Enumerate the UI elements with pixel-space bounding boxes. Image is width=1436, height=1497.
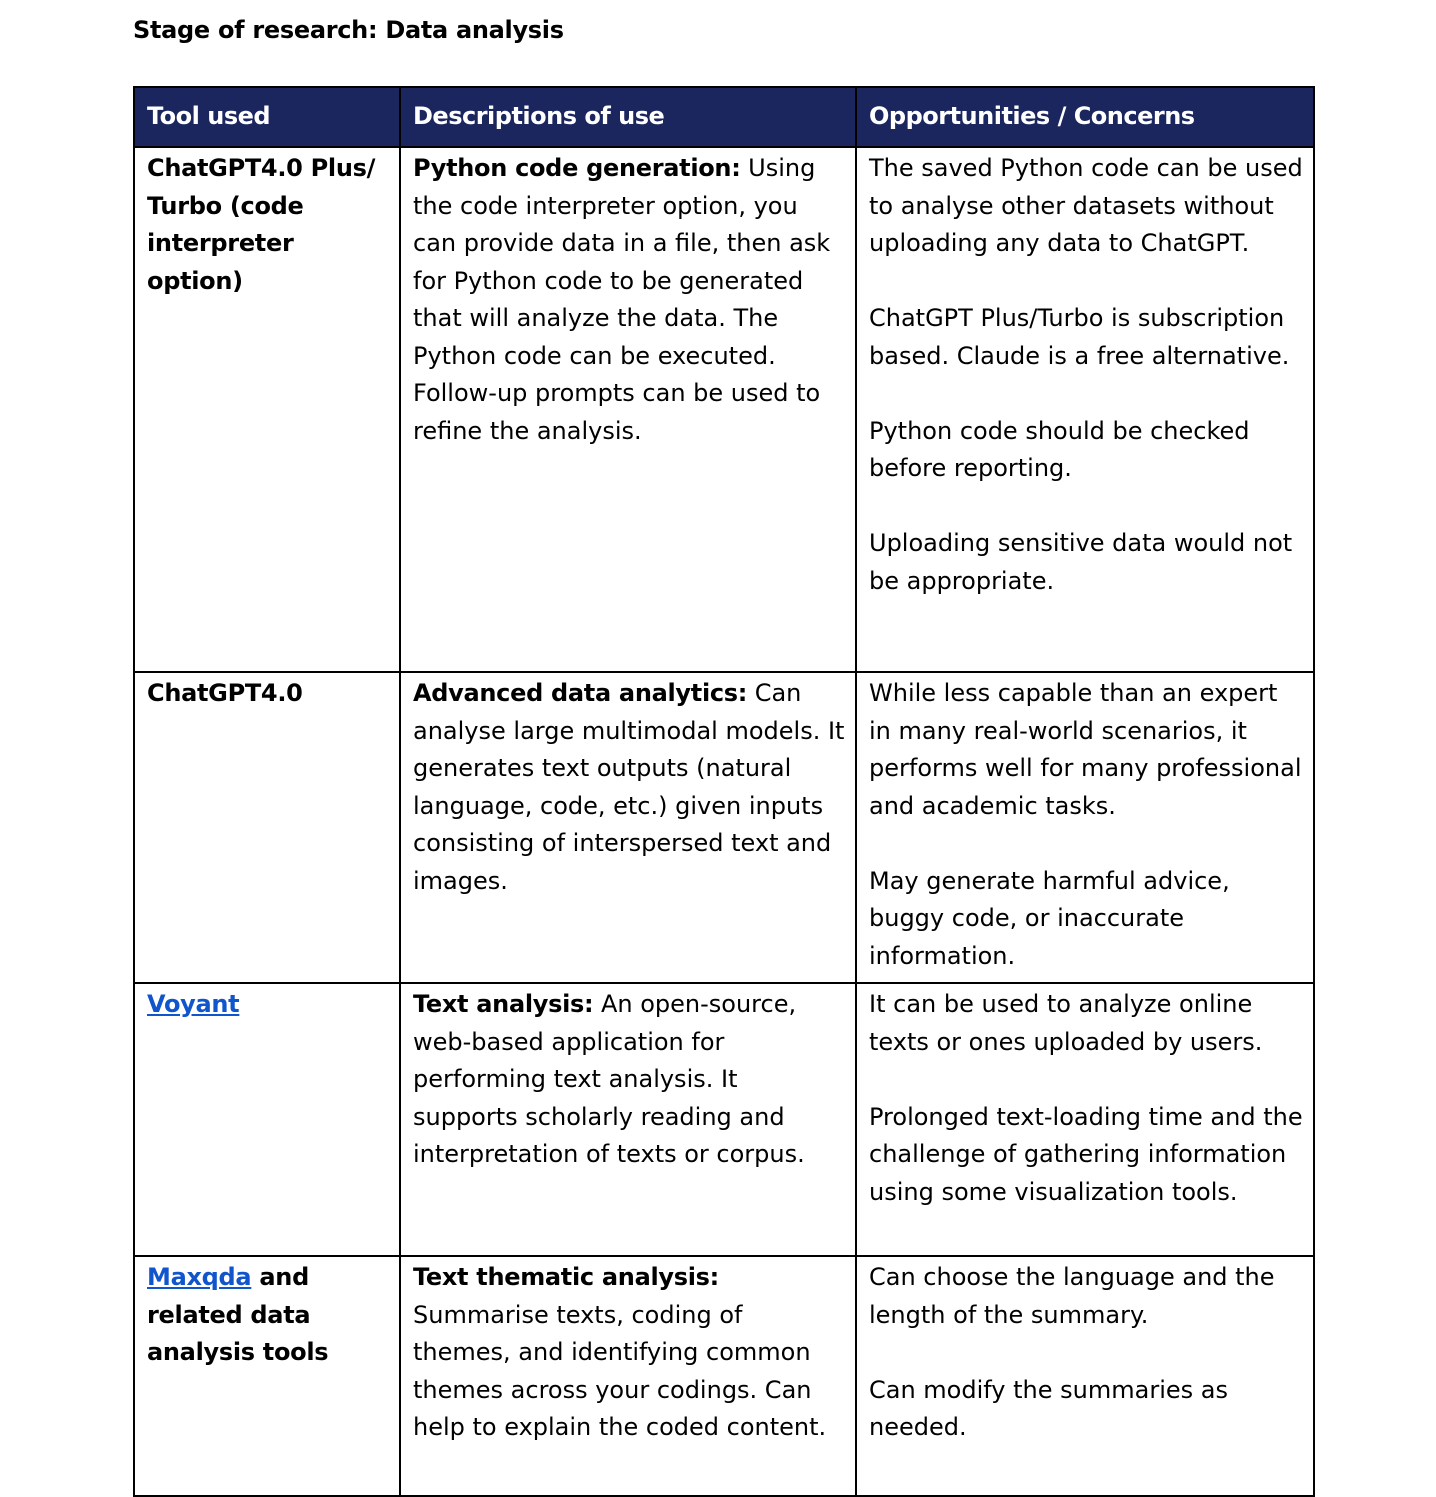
tool-name: ChatGPT4.0 Plus/ Turbo (code interpreter option) <box>147 154 376 295</box>
description-text: Can analyse large multimodal models. It generates text outputs (natural language, code, etc.) given inputs consisting of interspersed text and images. <box>413 679 845 895</box>
description-text: Using the code interpreter option, you can provide data in a file, then ask for Python code to be generated that will analyze the data. The Python code can be executed. Follow-up prompts can be used to refine the analysis. <box>413 154 831 445</box>
tool-cell <box>134 672 400 983</box>
notes-cell <box>856 1256 1314 1496</box>
table-row <box>134 672 1314 983</box>
header-descriptions-of-use: Descriptions of use <box>400 87 856 147</box>
description-text: An open-source, web-based application for performing text analysis. It supports scholarly reading and interpretation of texts or corpus. <box>413 990 805 1168</box>
tool-cell <box>134 983 400 1256</box>
note-paragraph: The saved Python code can be used to analyse other datasets without uploading any data to ChatGPT. <box>869 154 1303 257</box>
note-paragraph: While less capable than an expert in many real-world scenarios, it performs well for many professional and academic tasks. <box>869 679 1302 820</box>
notes-cell <box>856 983 1314 1256</box>
tool-cell <box>134 1256 400 1496</box>
description-text: Summarise texts, coding of themes, and identifying common themes across your codings. Can help to explain the coded content. <box>413 1300 827 1441</box>
page-title: Stage of research: Data analysis <box>133 16 564 44</box>
voyant-link[interactable]: Voyant <box>147 990 240 1018</box>
description-lead: Text thematic analysis: <box>413 1263 719 1291</box>
table-row <box>134 147 1314 672</box>
description-lead: Python code generation: <box>413 154 741 182</box>
note-paragraph: ChatGPT Plus/Turbo is subscription based. Claude is a free alternative. <box>869 304 1290 370</box>
header-tool-used: Tool used <box>134 87 400 147</box>
table-row <box>134 983 1314 1256</box>
header-opportunities-concerns: Opportunities / Concerns <box>856 87 1314 147</box>
note-paragraph: Can modify the summaries as needed. <box>869 1375 1228 1441</box>
notes-cell <box>856 672 1314 983</box>
description-lead: Advanced data analytics: <box>413 679 748 707</box>
description-lead: Text analysis: <box>413 990 594 1018</box>
note-paragraph: May generate harmful advice, buggy code, or inaccurate information. <box>869 866 1230 970</box>
note-paragraph: It can be used to analyze online texts or ones uploaded by users. <box>869 990 1263 1056</box>
table-header-row <box>134 87 1314 147</box>
note-paragraph: Python code should be checked before reporting. <box>869 416 1250 482</box>
note-paragraph: Prolonged text-loading time and the challenge of gathering information using some visualization tools. <box>869 1102 1303 1206</box>
tool-name: ChatGPT4.0 <box>147 679 303 707</box>
description-cell <box>400 983 856 1256</box>
description-cell <box>400 1256 856 1496</box>
maxqda-link[interactable]: Maxqda <box>147 1263 252 1291</box>
table-row <box>134 1256 1314 1496</box>
tool-cell <box>134 147 400 672</box>
tool-name-suffix: and related data analysis tools <box>147 1263 329 1366</box>
description-cell <box>400 672 856 983</box>
research-tools-table <box>133 86 1315 1497</box>
description-cell <box>400 147 856 672</box>
note-paragraph: Can choose the language and the length of the summary. <box>869 1263 1275 1329</box>
notes-cell <box>856 147 1314 672</box>
note-paragraph: Uploading sensitive data would not be appropriate. <box>869 529 1293 595</box>
